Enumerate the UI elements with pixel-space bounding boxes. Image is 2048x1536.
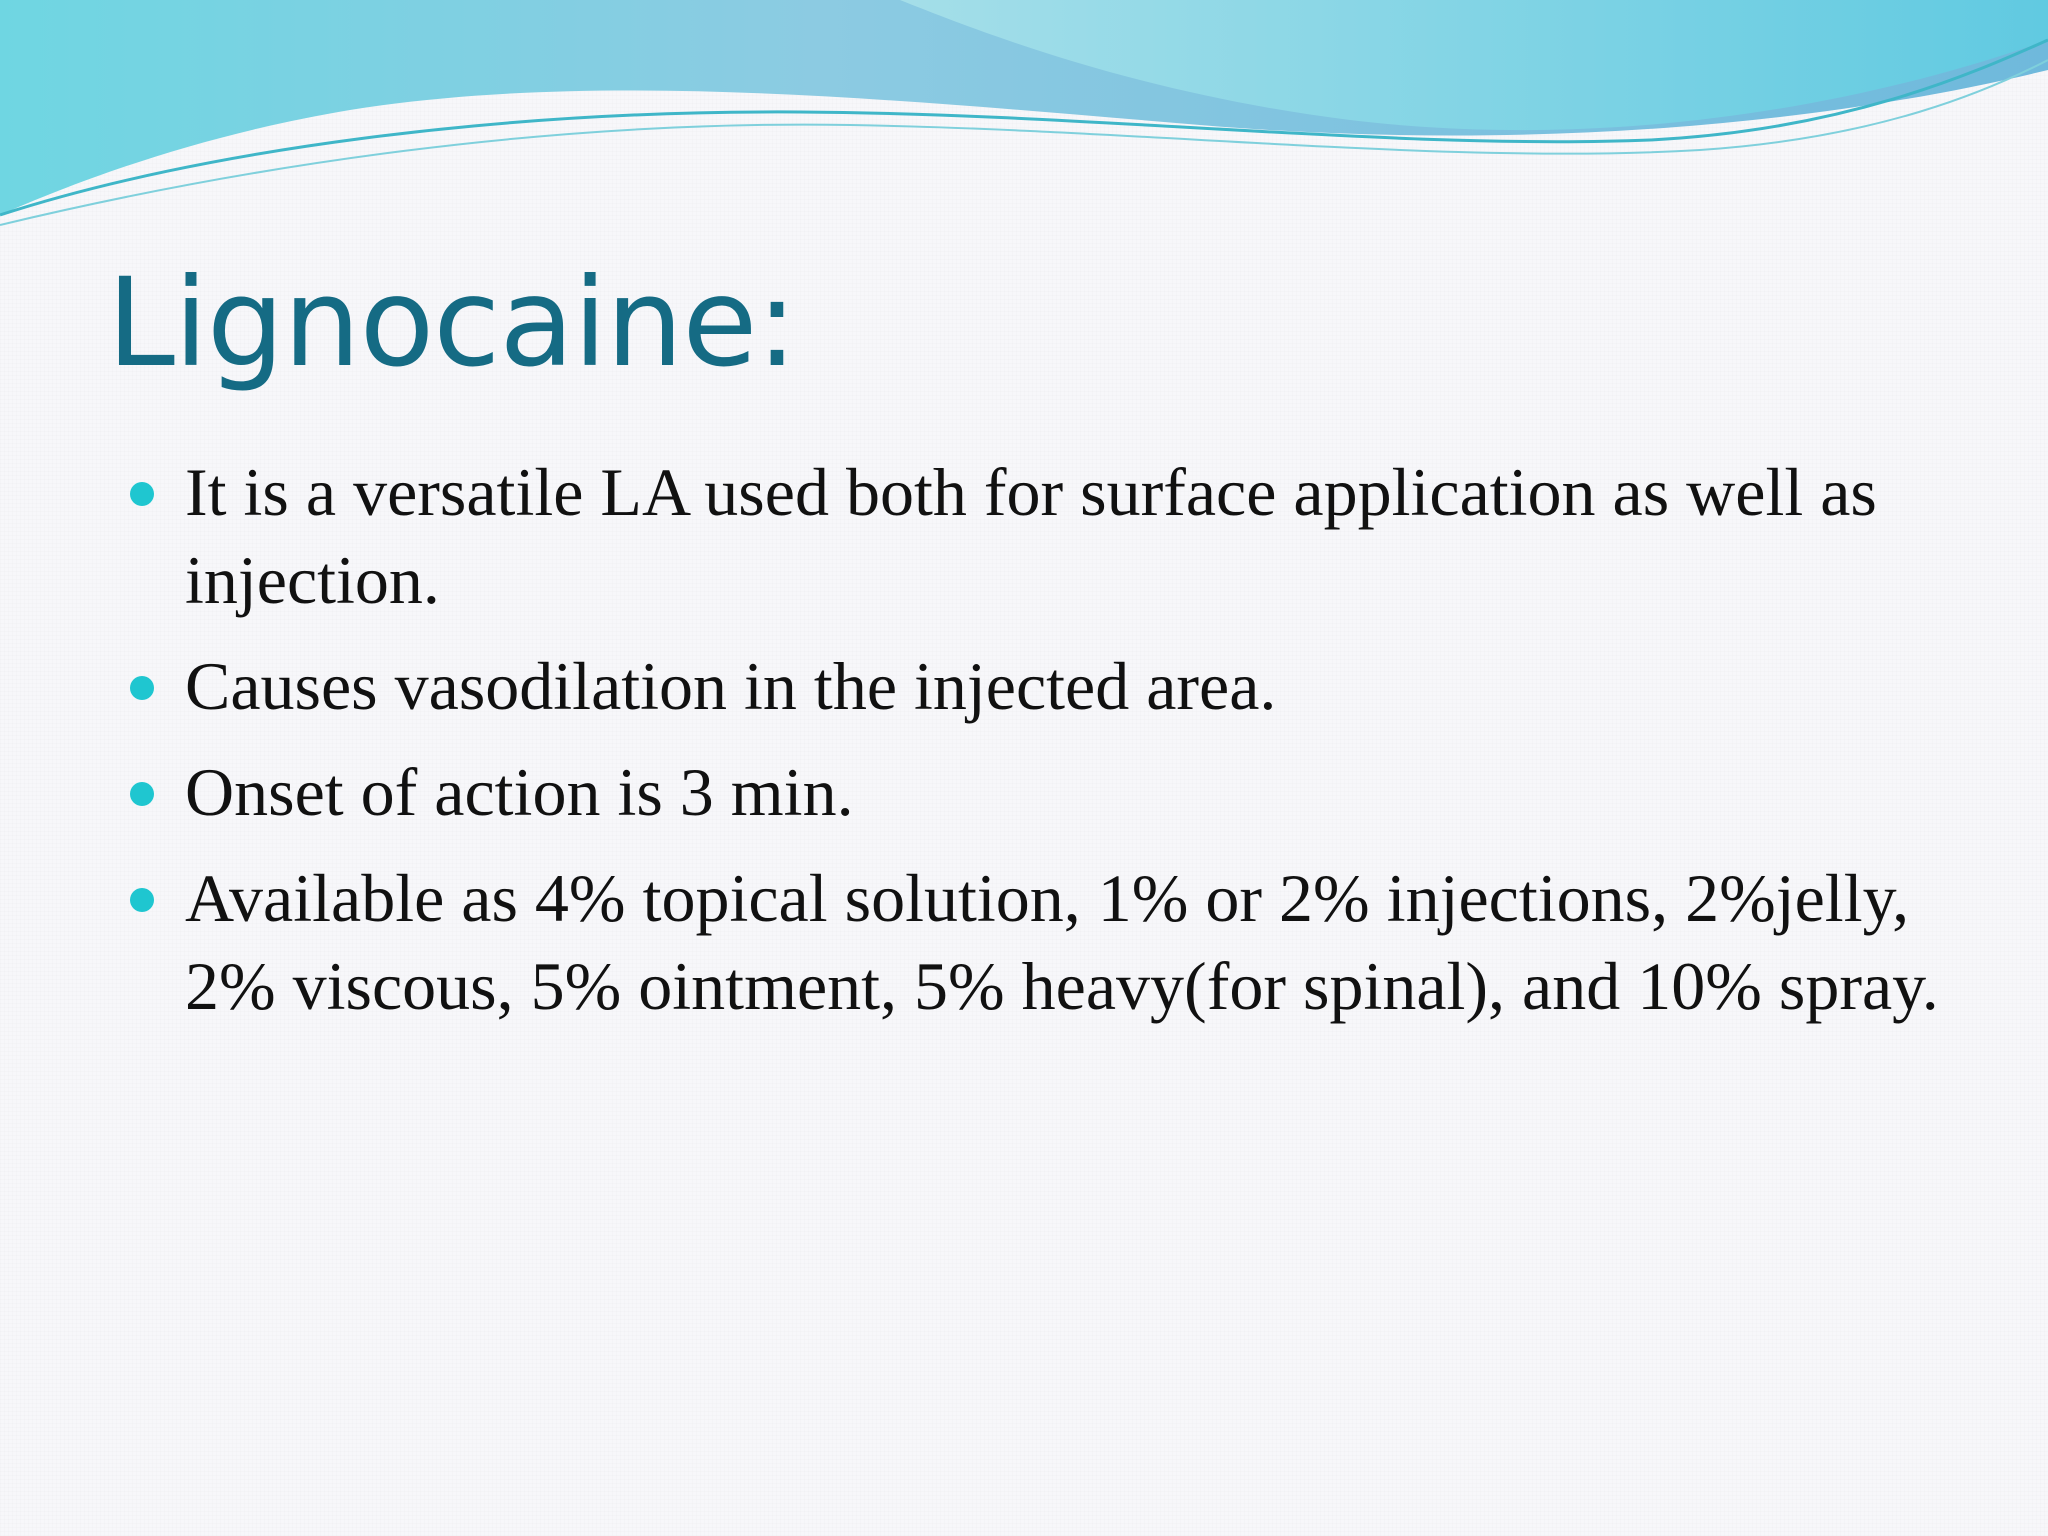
slide-title: Lignocaine:: [107, 252, 797, 394]
bullet-dot-icon: [130, 888, 154, 912]
bullet-item: [130, 854, 1990, 1030]
bullet-dot-icon: [130, 676, 154, 700]
bullet-list: [130, 448, 1990, 1048]
header-wave-decoration: [0, 0, 2048, 240]
bullet-item: [130, 642, 1990, 730]
bullet-item: [130, 448, 1990, 624]
bullet-dot-icon: [130, 482, 154, 506]
bullet-dot-icon: [130, 782, 154, 806]
bullet-text: Causes vasodilation in the injected area.: [185, 648, 1277, 724]
bullet-text: It is a versatile LA used both for surface application as well as injection.: [185, 454, 1877, 618]
bullet-item: [130, 748, 1990, 836]
bullet-text: Available as 4% topical solution, 1% or 2% injections, 2%jelly, 2% viscous, 5% ointment, 5% heavy(for spinal), and 10% spray.: [185, 860, 1939, 1024]
bullet-text: Onset of action is 3 min.: [185, 754, 854, 830]
